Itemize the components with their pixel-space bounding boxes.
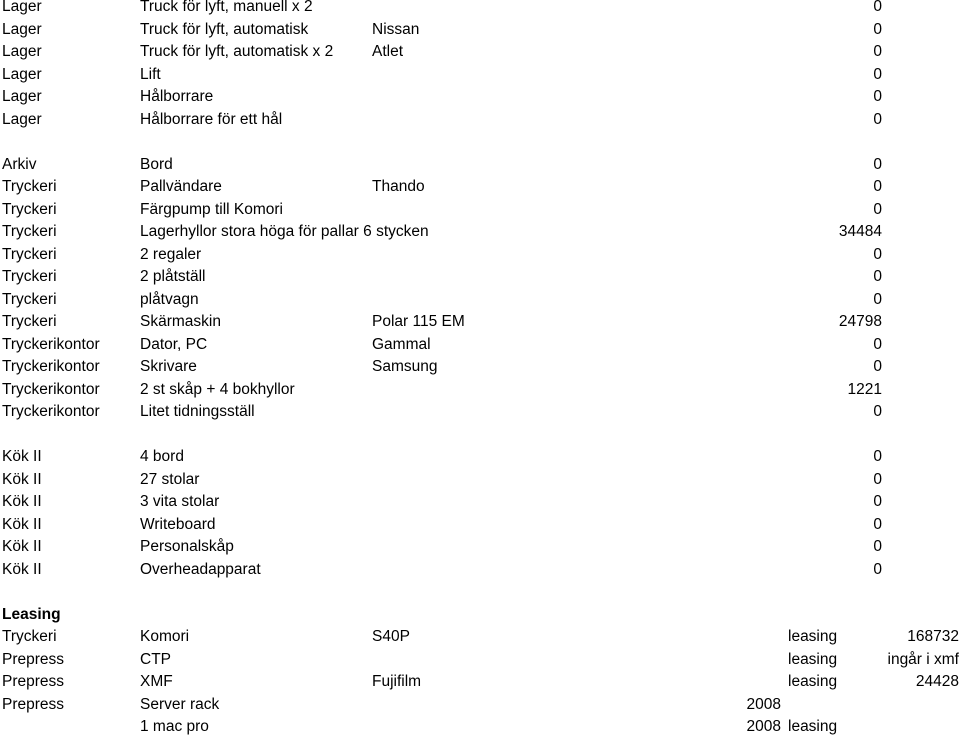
table-row [0, 154, 960, 176]
table-row [0, 626, 960, 648]
category-cell: Kök II [2, 470, 42, 488]
table-row [0, 671, 960, 693]
category-cell: Kök II [2, 538, 42, 555]
value-cell: 0 [873, 560, 882, 578]
note-cell: Gammal [372, 335, 431, 353]
item-cell: CTP [140, 650, 171, 668]
value-cell: 34484 [838, 223, 882, 240]
table-row [0, 266, 960, 288]
item-cell: Truck för lyft, automatisk x 2 [140, 43, 334, 60]
item-cell: 2 plåtställ [140, 268, 206, 285]
category-cell: Tryckeri [2, 268, 57, 285]
leasing-heading-row [0, 604, 960, 626]
lease-cell: leasing [788, 628, 838, 645]
table-row [0, 199, 960, 221]
note-cell: Nissan [372, 20, 420, 38]
value-cell: 0 [873, 290, 882, 308]
table-row [0, 0, 960, 18]
item-cell: Writeboard [140, 515, 216, 533]
value-cell: 0 [873, 178, 882, 195]
category-cell: Kök II [2, 515, 42, 533]
item-cell: Lagerhyllor stora höga för pallar 6 stycken [140, 223, 429, 240]
value-cell: 0 [873, 0, 882, 15]
item-cell: Skrivare [140, 358, 197, 375]
table-row [0, 109, 960, 131]
value-cell: 0 [873, 448, 882, 465]
category-cell: Tryckerikontor [2, 403, 100, 420]
table-row [0, 716, 960, 738]
category-cell: Tryckerikontor [2, 358, 100, 375]
category-cell: Kök II [2, 448, 42, 465]
category-cell: Tryckeri [2, 223, 57, 240]
value-cell: 0 [873, 538, 882, 555]
category-cell: Prepress [2, 695, 65, 713]
category-cell: Lager [2, 88, 42, 105]
item-cell: Lift [140, 65, 161, 83]
table-row [0, 536, 960, 558]
item-cell: XMF [140, 673, 173, 690]
value-cell: 0 [873, 493, 882, 510]
table-row [0, 356, 960, 378]
leasing-heading: Leasing [2, 605, 61, 623]
item-cell: Komori [140, 628, 190, 645]
item-cell: Pallvändare [140, 178, 222, 195]
item-cell: plåtvagn [140, 290, 199, 308]
value-cell: 0 [873, 515, 882, 533]
table-row [0, 446, 960, 468]
value-cell: 0 [873, 65, 882, 83]
category-cell: Arkiv [2, 155, 37, 173]
lease-cell: leasing [788, 650, 838, 668]
item-cell: 2 regaler [140, 245, 202, 263]
item-cell: Hålborrare för ett hål [140, 110, 283, 128]
item-cell: 2 st skåp + 4 bokhyllor [140, 380, 295, 398]
table-row [0, 86, 960, 108]
note-cell: Atlet [372, 43, 404, 60]
category-cell: Tryckerikontor [2, 335, 100, 353]
table-row [0, 176, 960, 198]
note-cell: Thando [372, 178, 425, 195]
note-cell: Polar 115 EM [372, 313, 465, 330]
category-cell: Lager [2, 110, 42, 128]
item-cell: Truck för lyft, automatisk [140, 20, 309, 38]
table-row [0, 559, 960, 581]
value-cell: 0 [873, 155, 882, 173]
category-cell: Prepress [2, 650, 65, 668]
lease-value-cell: 24428 [915, 673, 959, 690]
value-cell: 0 [873, 43, 882, 60]
category-cell: Tryckeri [2, 290, 57, 308]
table-row [0, 311, 960, 333]
table-row [0, 221, 960, 243]
item-cell: 3 vita stolar [140, 493, 220, 510]
value-cell: 0 [873, 470, 882, 488]
value-cell: 0 [873, 358, 882, 375]
lease-value-cell: 168732 [907, 628, 959, 645]
category-cell: Tryckeri [2, 178, 57, 195]
table-row [0, 379, 960, 401]
item-cell: Overheadapparat [140, 560, 261, 578]
value-cell: 0 [873, 110, 882, 128]
table-row [0, 649, 960, 671]
table-row [0, 469, 960, 491]
lease-value-cell: ingår i xmf [887, 650, 959, 668]
note-cell: Samsung [372, 358, 438, 375]
item-cell: Personalskåp [140, 538, 234, 555]
value-cell: 0 [873, 245, 882, 263]
category-cell: Lager [2, 65, 42, 83]
value-cell: 0 [873, 335, 882, 353]
category-cell: Lager [2, 20, 42, 38]
year-cell: 2008 [746, 718, 781, 735]
table-row [0, 244, 960, 266]
lease-cell: leasing [788, 673, 838, 690]
category-cell: Kök II [2, 560, 42, 578]
item-cell: Dator, PC [140, 335, 208, 353]
category-cell: Kök II [2, 493, 42, 510]
table-row [0, 694, 960, 716]
table-row [0, 19, 960, 41]
category-cell: Lager [2, 43, 42, 60]
table-row [0, 41, 960, 63]
table-row [0, 334, 960, 356]
note-cell: S40P [372, 628, 410, 645]
year-cell: 2008 [746, 695, 781, 713]
category-cell: Tryckeri [2, 245, 57, 263]
item-cell: Truck för lyft, manuell x 2 [140, 0, 313, 15]
item-cell: Litet tidningsställ [140, 403, 255, 420]
value-cell: 0 [873, 403, 882, 420]
note-cell: Fujifilm [372, 673, 422, 690]
category-cell: Tryckeri [2, 628, 57, 645]
category-cell: Lager [2, 0, 42, 15]
category-cell: Tryckeri [2, 200, 57, 218]
value-cell: 0 [873, 200, 882, 218]
item-cell: Färgpump till Komori [140, 200, 283, 218]
table-row [0, 491, 960, 513]
table-row [0, 289, 960, 311]
table-row [0, 514, 960, 536]
item-cell: 1 mac pro [140, 718, 209, 735]
value-cell: 0 [873, 20, 882, 38]
table-row [0, 401, 960, 423]
lease-cell: leasing [788, 718, 838, 735]
table-row [0, 64, 960, 86]
category-cell: Prepress [2, 673, 65, 690]
item-cell: 27 stolar [140, 470, 200, 488]
item-cell: Server rack [140, 695, 220, 713]
item-cell: Hålborrare [140, 88, 214, 105]
category-cell: Tryckeri [2, 313, 57, 330]
item-cell: Bord [140, 155, 173, 173]
value-cell: 0 [873, 88, 882, 105]
item-cell: Skärmaskin [140, 313, 221, 330]
item-cell: 4 bord [140, 448, 184, 465]
value-cell: 0 [873, 268, 882, 285]
value-cell: 1221 [847, 380, 882, 398]
value-cell: 24798 [838, 313, 882, 330]
category-cell: Tryckerikontor [2, 380, 100, 398]
